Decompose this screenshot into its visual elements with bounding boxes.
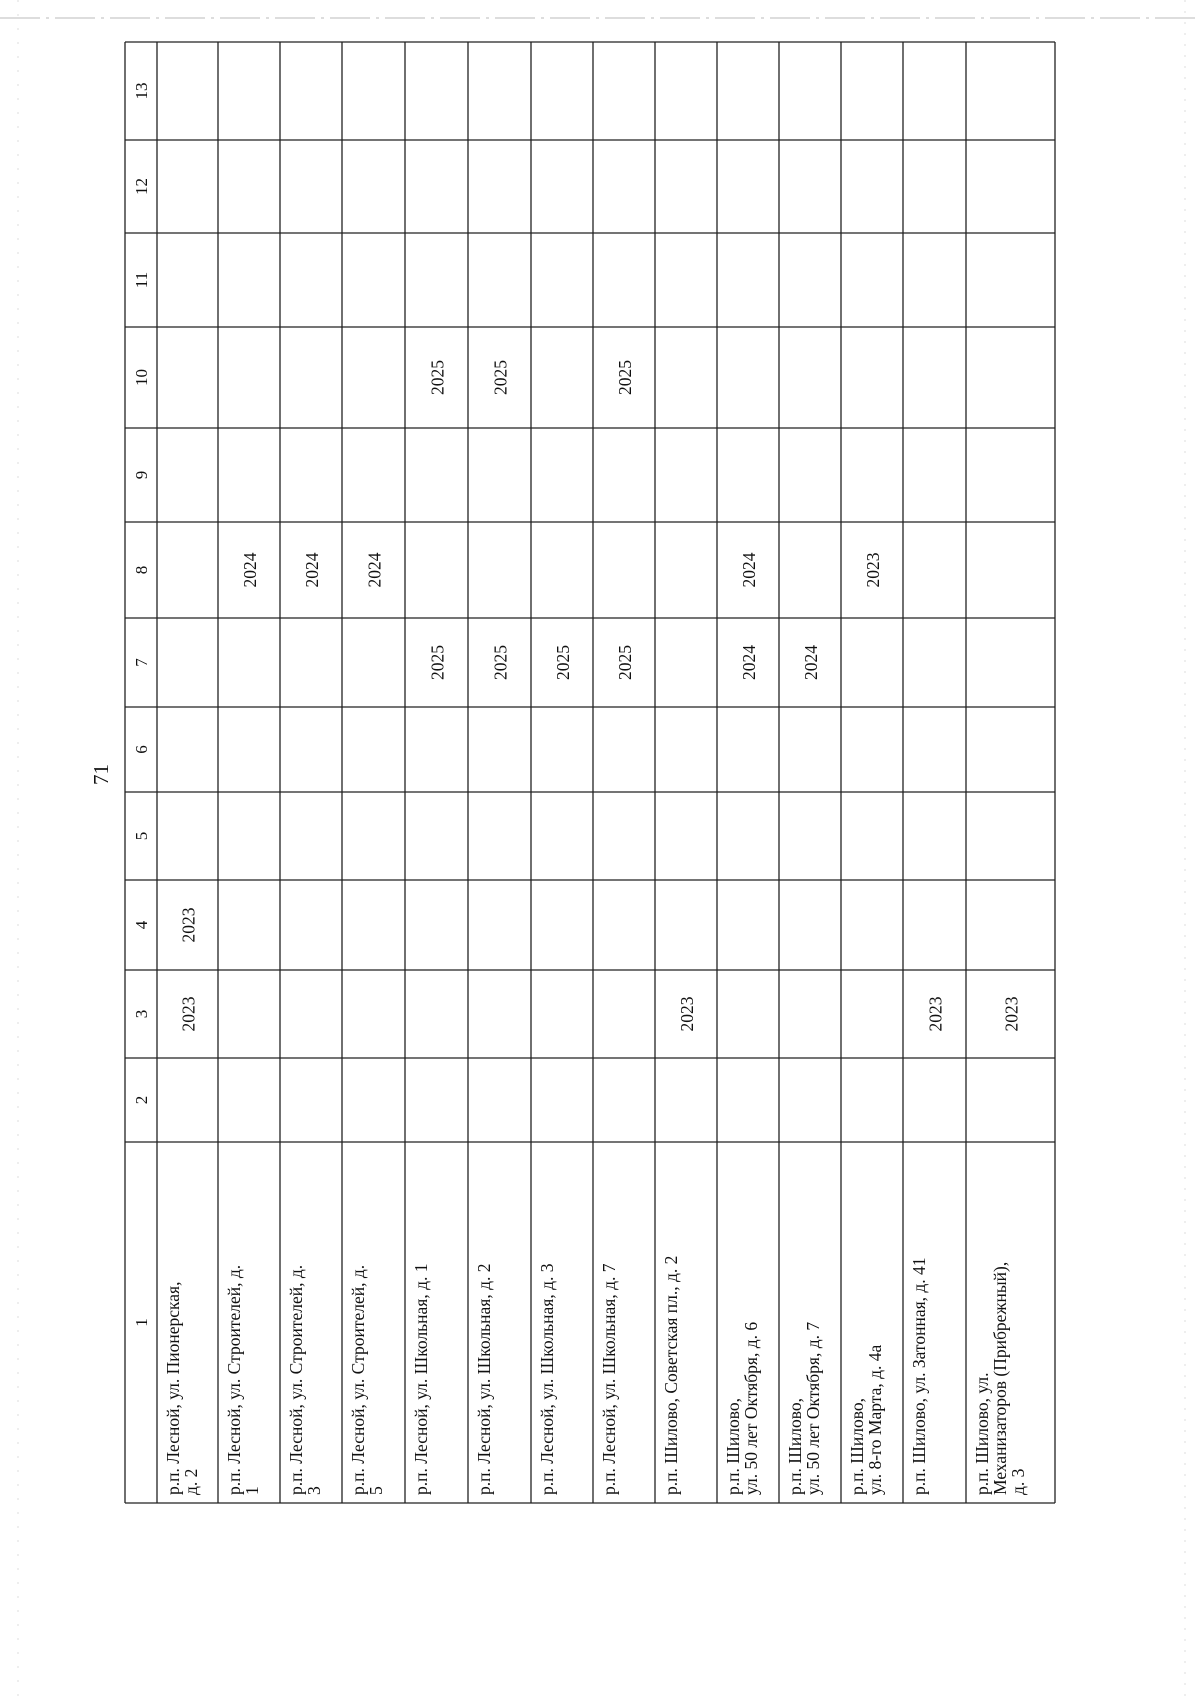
address-cell: 5 [366, 1486, 386, 1495]
year-cell: 2024 [739, 552, 759, 588]
year-cell: 2023 [925, 996, 946, 1032]
table-row [599, 360, 635, 1495]
table-body [163, 360, 1028, 1495]
year-cell: 2023 [863, 552, 883, 588]
address-cell: 3 [304, 1486, 324, 1495]
address-cell: р.п. Шилово, Советская пл., д. 2 [661, 1255, 681, 1495]
address-cell: р.п. Лесной, ул. Строителей, д. [286, 1264, 306, 1495]
address-cell: 1 [242, 1486, 262, 1495]
address-cell: р.п. Шилово, [847, 1397, 867, 1495]
column-header: 7 [132, 658, 151, 667]
table-row [411, 360, 448, 1495]
year-cell: 2024 [364, 552, 385, 588]
address-cell: р.п. Шилово, ул. [972, 1372, 992, 1495]
table-row [661, 996, 697, 1495]
column-header-row [132, 83, 151, 1327]
table-row [286, 552, 324, 1495]
column-header: 11 [132, 271, 151, 289]
address-cell: ул. 8-го Марта, д. 4а [865, 1344, 885, 1495]
year-cell: 2024 [240, 552, 260, 588]
address-cell: р.п. Лесной, ул. Пионерская, [163, 1281, 183, 1495]
column-header: 5 [132, 831, 151, 841]
table-row [474, 360, 511, 1495]
year-cell: 2025 [490, 360, 511, 395]
table-row [224, 552, 262, 1495]
address-cell: р.п. Лесной, ул. Строителей, д. [224, 1264, 244, 1495]
year-cell: 2024 [739, 645, 759, 680]
address-cell: ул. 50 лет Октября, д. 7 [803, 1321, 823, 1495]
address-cell: ул. 50 лет Октября, д. 6 [741, 1321, 761, 1495]
year-cell: 2025 [615, 645, 635, 680]
address-cell: р.п. Лесной, ул. Школьная, д. 1 [411, 1263, 431, 1495]
address-cell: р.п. Шилово, [785, 1397, 805, 1495]
year-cell: 2023 [178, 996, 199, 1032]
address-cell: р.п. Лесной, ул. Школьная, д. 2 [474, 1263, 494, 1495]
column-header: 9 [132, 470, 151, 480]
column-header: 12 [132, 178, 151, 195]
table-row [163, 907, 201, 1495]
address-cell: р.п. Лесной, ул. Школьная, д. 3 [537, 1263, 557, 1495]
column-header: 3 [132, 1009, 151, 1019]
year-cell: 2025 [615, 360, 635, 395]
column-header: 13 [132, 82, 151, 100]
year-cell: 2023 [178, 907, 199, 943]
address-cell: р.п. Шилово, [723, 1397, 743, 1495]
table-row [348, 552, 386, 1495]
table-row [909, 996, 946, 1495]
page-number: 71 [89, 764, 113, 785]
table-row [972, 996, 1028, 1495]
year-cell: 2024 [801, 645, 821, 680]
table-row [785, 645, 823, 1495]
column-header: 8 [132, 565, 151, 575]
column-header: 2 [132, 1095, 151, 1105]
address-cell: Механизаторов (Прибрежный), [990, 1261, 1010, 1495]
column-header: 4 [132, 920, 151, 930]
year-cell: 2025 [427, 360, 448, 395]
year-cell: 2023 [677, 996, 697, 1032]
table-row [537, 645, 573, 1495]
address-cell: д. 2 [181, 1468, 201, 1495]
year-cell: 2025 [553, 645, 573, 680]
table-row [723, 552, 761, 1495]
address-cell: р.п. Лесной, ул. Школьная, д. 7 [599, 1263, 619, 1495]
address-cell: д. 3 [1008, 1468, 1028, 1495]
column-header: 10 [132, 369, 151, 386]
column-header: 1 [132, 1318, 151, 1327]
year-cell: 2023 [1001, 996, 1022, 1032]
column-header: 6 [132, 745, 151, 754]
table-row [847, 552, 885, 1495]
address-cell: р.п. Лесной, ул. Строителей, д. [348, 1264, 368, 1495]
year-cell: 2025 [490, 645, 511, 680]
year-cell: 2024 [302, 552, 322, 588]
year-cell: 2025 [427, 645, 448, 680]
address-cell: р.п. Шилово, ул. Затонная, д. 41 [909, 1257, 929, 1495]
